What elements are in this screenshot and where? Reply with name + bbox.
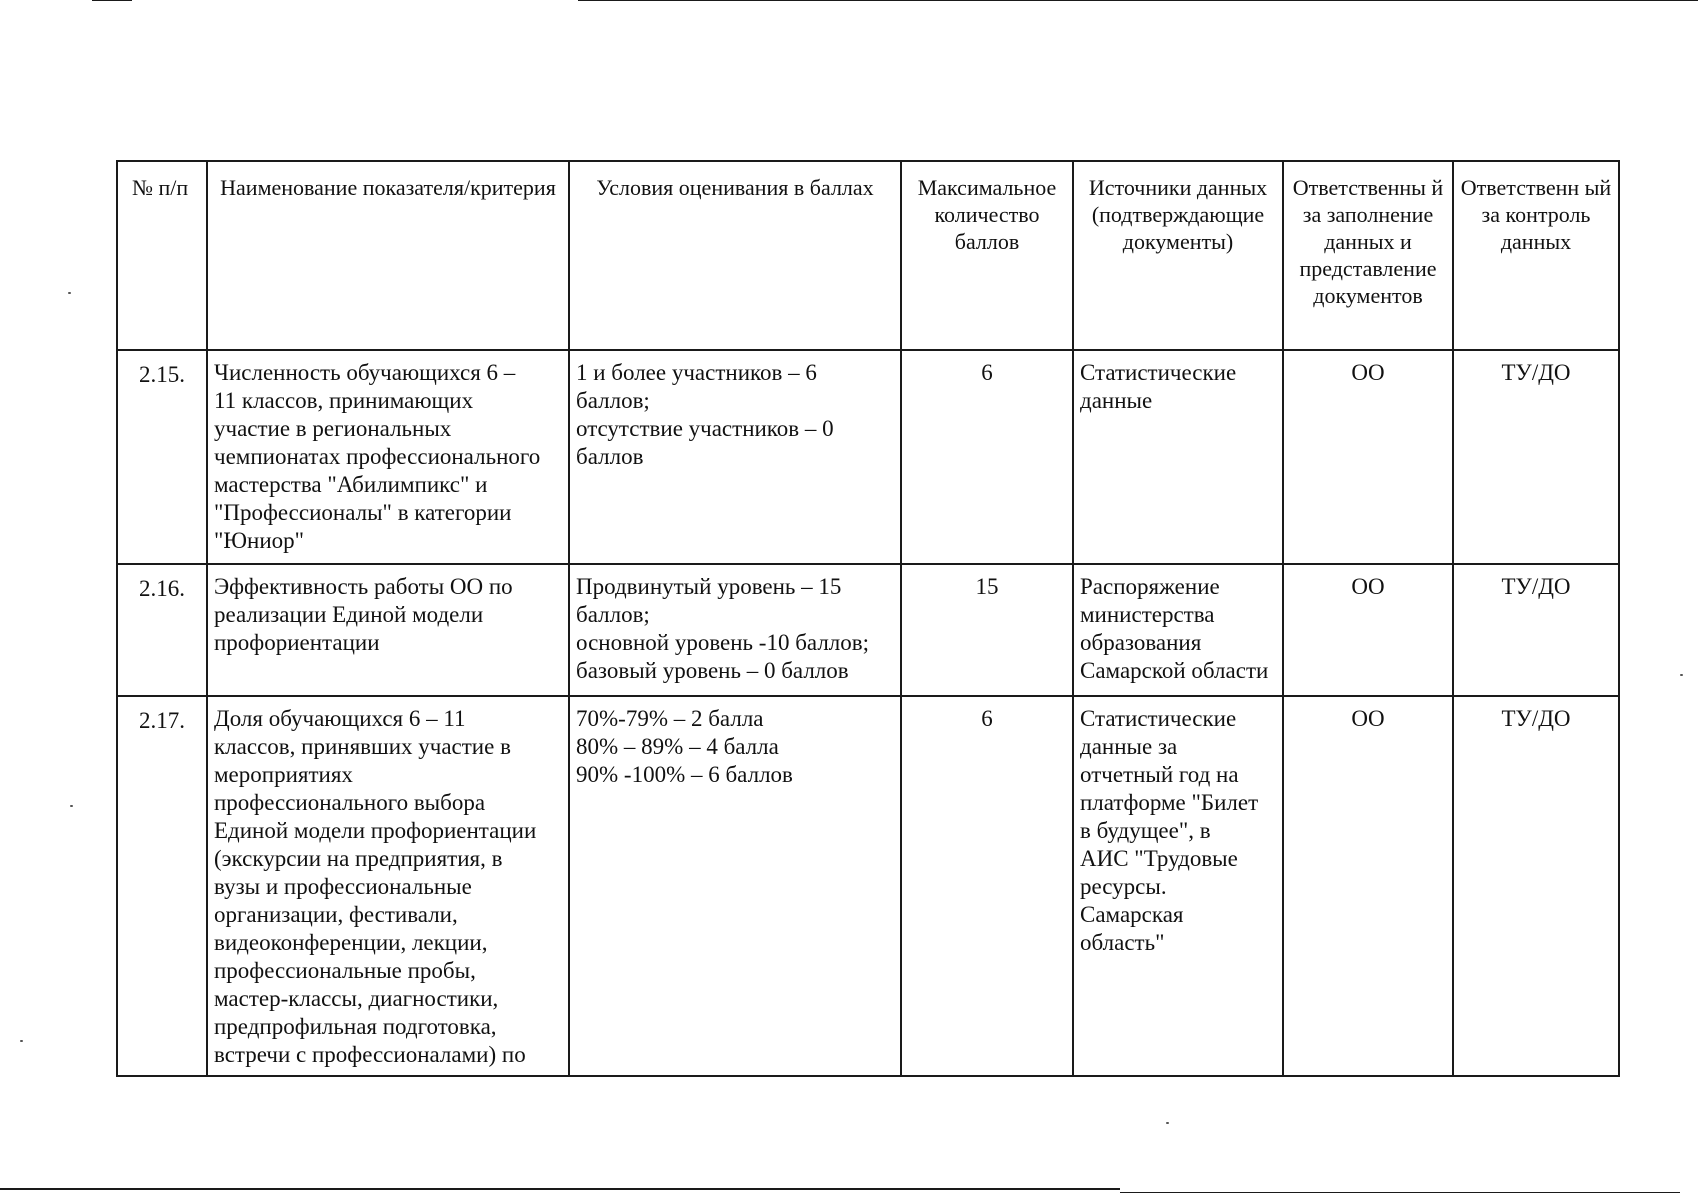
scan-speck — [1166, 1122, 1169, 1124]
row-max-points: 15 — [901, 564, 1073, 696]
row-responsible-control: ТУ/ДО — [1453, 350, 1619, 564]
row-conditions: 1 и более участников – 6 баллов; отсутствие участников – 0 баллов — [569, 350, 901, 564]
row-indicator-name: Эффективность работы ОО по реализации Единой модели профориентации — [207, 564, 569, 696]
scan-speck — [1680, 674, 1683, 676]
row-data-source: Распоряжение министерства образования Самарской области — [1073, 564, 1283, 696]
header-row — [117, 161, 1619, 350]
row-number: 2.15. — [117, 350, 207, 564]
header-conditions: Условия оценивания в баллах — [569, 161, 901, 350]
row-conditions: Продвинутый уровень – 15 баллов; основной уровень -10 баллов; базовый уровень – 0 баллов — [569, 564, 901, 696]
header-number: № п/п — [117, 161, 207, 350]
criteria-table — [116, 160, 1620, 1077]
row-number: 2.16. — [117, 564, 207, 696]
row-data-source: Статистические данные за отчетный год на платформе "Билет в будущее", в АИС "Трудовые ресурсы. Самарская область" — [1073, 696, 1283, 1076]
scan-edge-top — [578, 0, 1698, 1]
table-row — [117, 564, 1619, 696]
header-indicator-name: Наименование показателя/критерия — [207, 161, 569, 350]
row-responsible-control: ТУ/ДО — [1453, 564, 1619, 696]
row-responsible-fill: ОО — [1283, 350, 1453, 564]
scan-speck — [70, 805, 73, 807]
row-responsible-fill: ОО — [1283, 564, 1453, 696]
scan-edge-top-left — [92, 0, 132, 1]
row-max-points: 6 — [901, 696, 1073, 1076]
row-responsible-control: ТУ/ДО — [1453, 696, 1619, 1076]
table-row — [117, 350, 1619, 564]
row-data-source: Статистические данные — [1073, 350, 1283, 564]
row-max-points: 6 — [901, 350, 1073, 564]
header-responsible-control: Ответственн ый за контроль данных — [1453, 161, 1619, 350]
row-number: 2.17. — [117, 696, 207, 1076]
scan-edge-bottom-right — [1120, 1192, 1680, 1193]
scan-speck — [68, 292, 71, 294]
row-responsible-fill: ОО — [1283, 696, 1453, 1076]
row-indicator-name: Численность обучающихся 6 – 11 классов, принимающих участие в региональных чемпионатах профессионального мастерства "Абилимпикс" и "Профессионалы" в категории "Юниор" — [207, 350, 569, 564]
header-data-sources: Источники данных (подтверждающие документы) — [1073, 161, 1283, 350]
scan-speck — [20, 1040, 23, 1042]
table-row — [117, 696, 1619, 1076]
header-max-points: Максимальное количество баллов — [901, 161, 1073, 350]
scan-edge-bottom — [0, 1188, 1120, 1190]
row-conditions: 70%-79% – 2 балла 80% – 89% – 4 балла 90% -100% – 6 баллов — [569, 696, 901, 1076]
header-responsible-fill: Ответственны й за заполнение данных и представление документов — [1283, 161, 1453, 350]
row-indicator-name: Доля обучающихся 6 – 11 классов, принявших участие в мероприятиях профессионального выбора Единой модели профориентации (экскурсии на предприятия, в вузы и профессиональные организации, фестивали, видеоконференции, лекции, профессиональные пробы, мастер-классы, диагностики, предпрофильная подготовка, встречи с профессионалами) по — [207, 696, 569, 1076]
